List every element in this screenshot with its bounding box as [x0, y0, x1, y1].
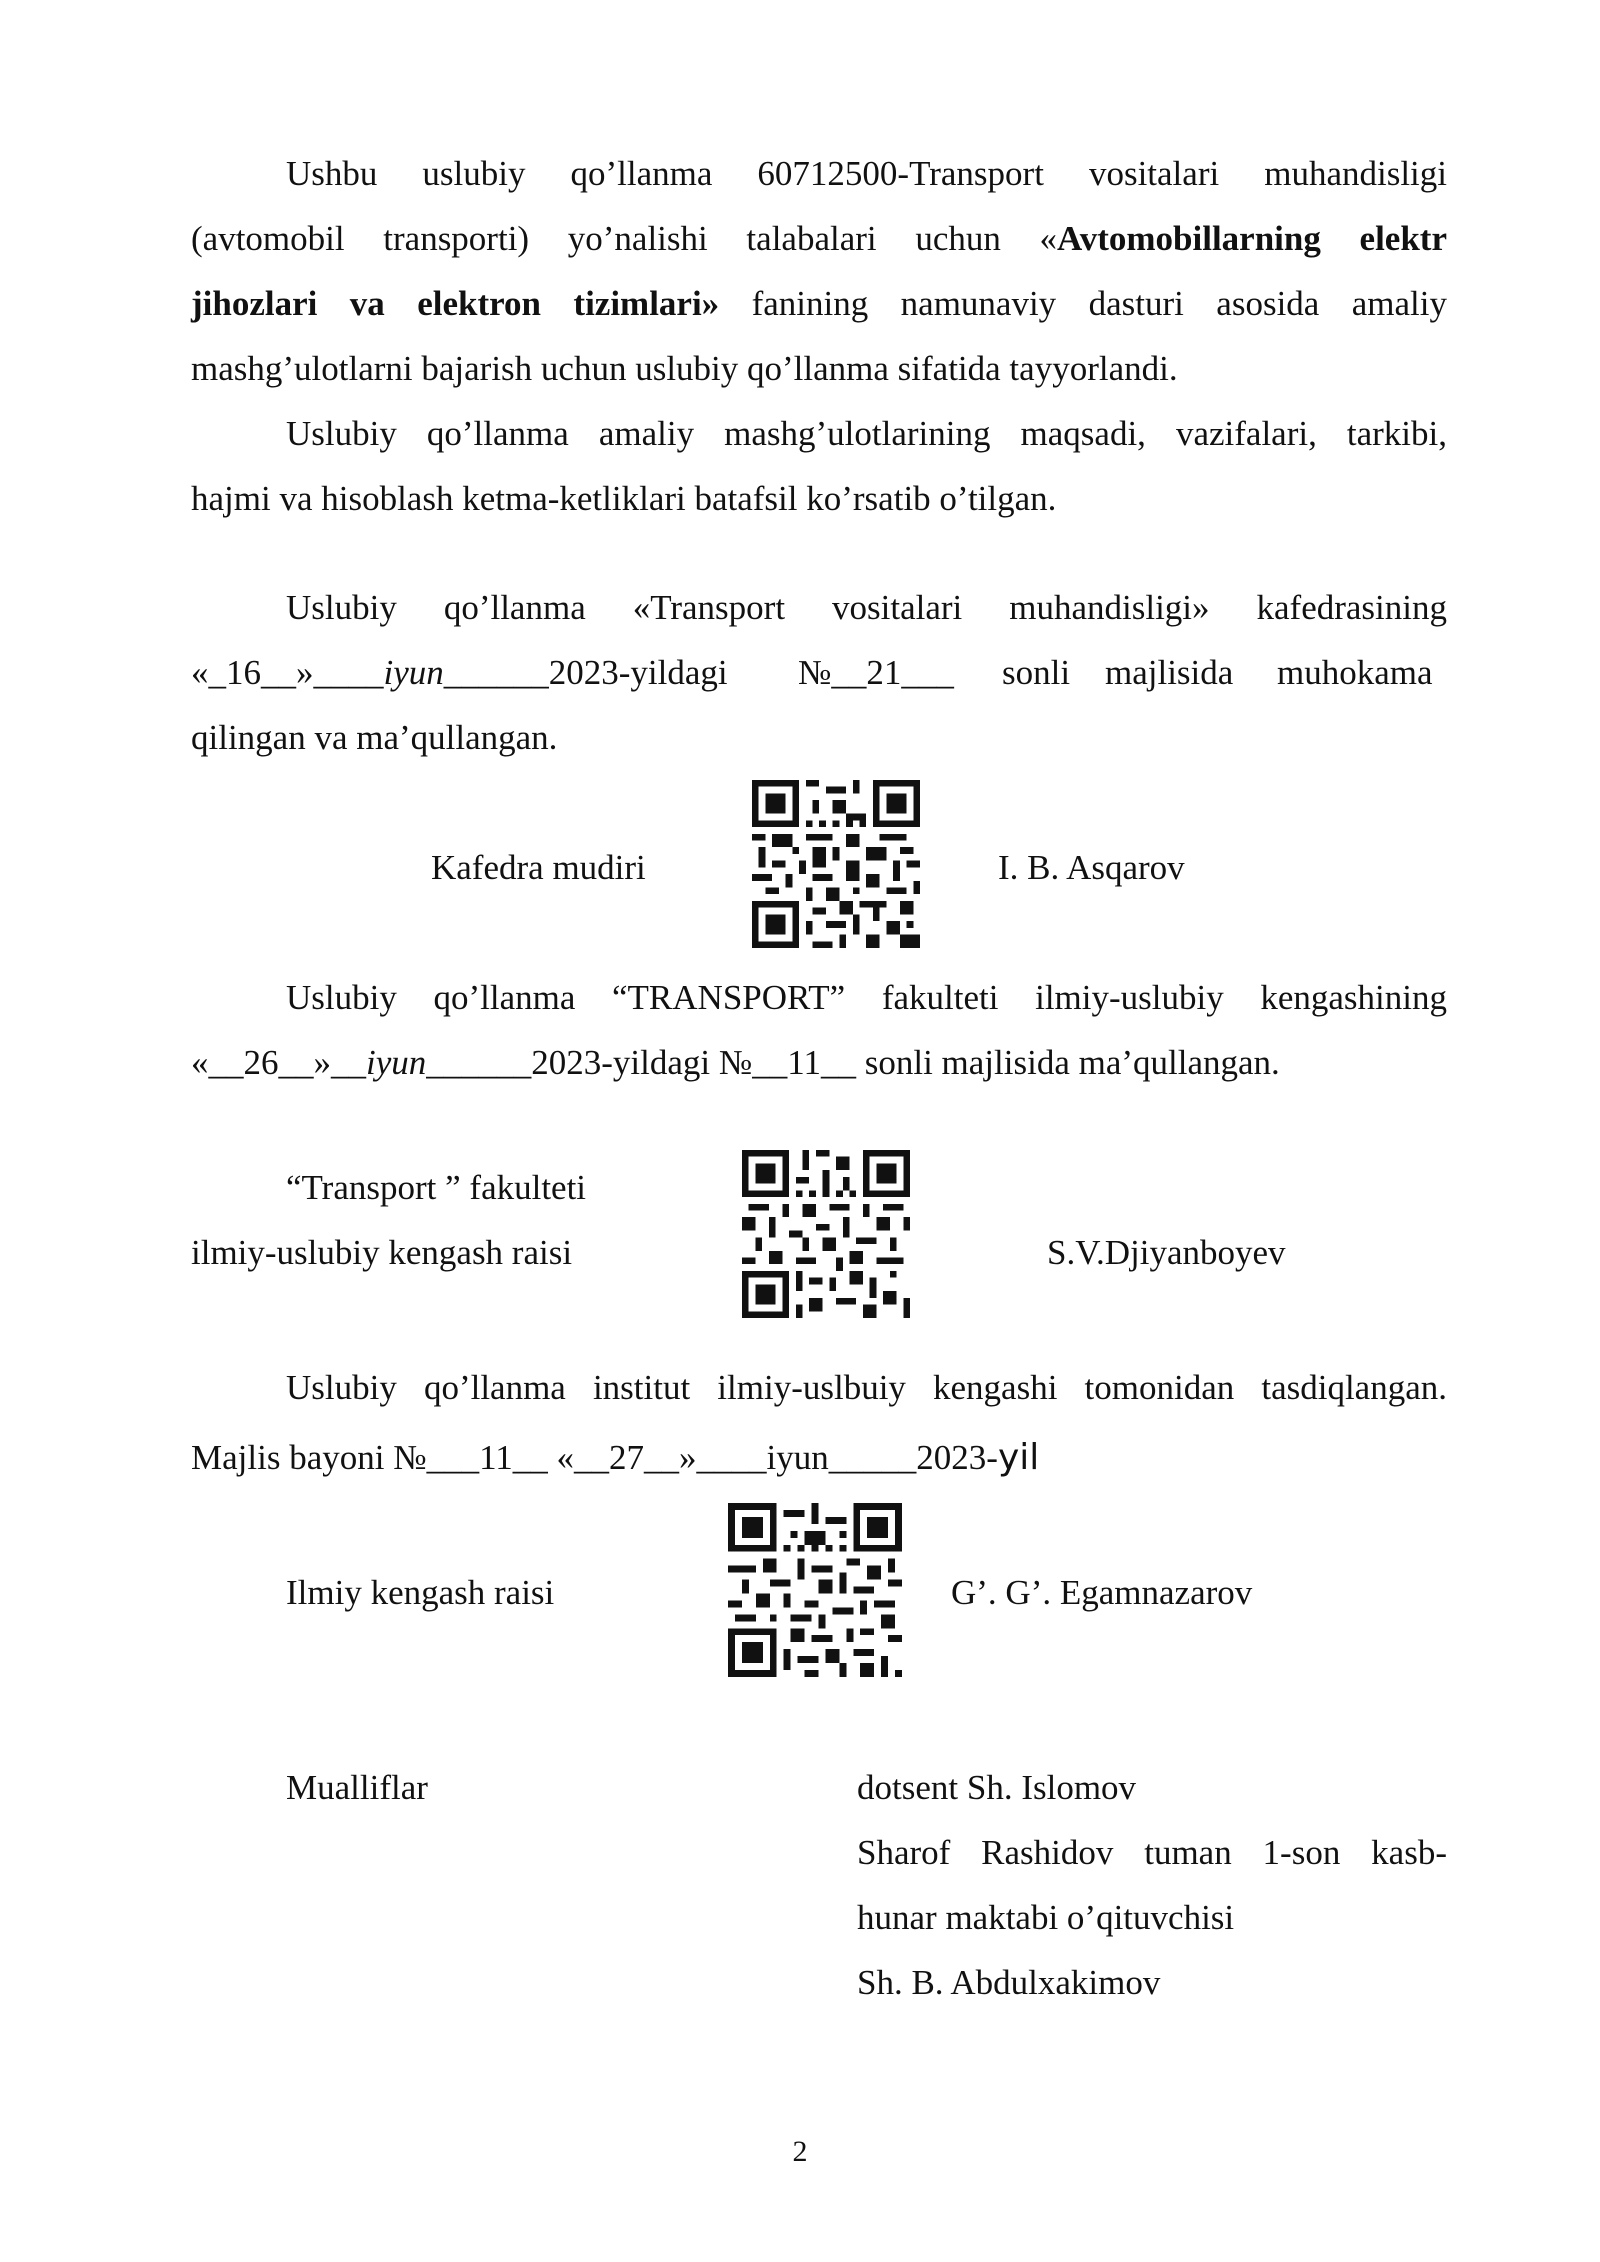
department-word-majlisida: majlisida — [1105, 653, 1234, 692]
department-word-sonli: sonli — [1002, 653, 1071, 692]
intro-line-3: jihozlari va elektron tizimlari» fanining namunaviy dasturi asosida amaliy — [191, 284, 1447, 323]
page-number: 2 — [792, 2135, 808, 2168]
qr-code-institute-signature — [728, 1503, 902, 1677]
department-word-muhokama: muhokama — [1277, 653, 1433, 692]
author-2-line-2: hunar maktabi o’qituvchisi — [857, 1898, 1235, 1937]
department-line-1: Uslubiy qo’llanma «Transport vositalari muhandisligi» kafedrasining — [286, 588, 1447, 627]
faculty-line-1: Uslubiy qo’llanma “TRANSPORT” fakulteti ilmiy-uslubiy kengashining — [286, 978, 1447, 1017]
purpose-line-1: Uslubiy qo’llanma amaliy mashg’ulotlarining maqsadi, vazifalari, tarkibi, — [286, 414, 1447, 453]
faculty-signer-title-2: ilmiy-uslubiy kengash raisi — [191, 1233, 573, 1272]
qr-code-department-signature — [752, 780, 920, 948]
purpose-line-2: hajmi va hisoblash ketma-ketliklari batafsil ko’rsatib o’tilgan. — [191, 479, 1057, 518]
department-line-3: qilingan va ma’qullangan. — [191, 718, 558, 757]
intro-line-2: (avtomobil transporti) yo’nalishi talabalari uchun «Avtomobillarning elektr — [191, 219, 1448, 258]
intro-line-4: mashg’ulotlarni bajarish uchun uslubiy qo’llanma sifatida tayyorlandi. — [191, 349, 1178, 388]
department-line-2-date: «_16__»____iyun______2023-yildagi — [191, 653, 728, 692]
faculty-signer-title-1: “Transport ” fakulteti — [286, 1168, 587, 1207]
department-signer-title: Kafedra mudiri — [431, 848, 646, 887]
faculty-line-2: «__26__»__iyun______2023-yildagi №__11__ sonli majlisida ma’qullangan. — [191, 1043, 1280, 1082]
faculty-signer-name: S.V.Djiyanboyev — [1047, 1233, 1286, 1272]
department-protocol-number: №__21___ — [798, 653, 954, 692]
department-signer-name: I. B. Asqarov — [998, 848, 1185, 887]
course-title-part1: Avtomobillarning elektr — [1057, 219, 1448, 258]
intro-line-1: Ushbu uslubiy qo’llanma 60712500-Transport vositalari muhandisligi — [286, 154, 1447, 193]
institute-signer-name: G’. G’. Egamnazarov — [951, 1573, 1253, 1612]
author-3: Sh. B. Abdulxakimov — [857, 1963, 1161, 2002]
qr-code-faculty-signature — [742, 1150, 910, 1318]
authors-label: Mualliflar — [286, 1768, 428, 1807]
author-1: dotsent Sh. Islomov — [857, 1768, 1137, 1807]
course-title-part2: jihozlari va elektron tizimlari» — [191, 284, 720, 323]
institute-line-2: Majlis bayoni №___11__ «__27__»____iyun_____2023-yil — [191, 1437, 1040, 1478]
institute-signer-title: Ilmiy kengash raisi — [286, 1573, 555, 1612]
institute-line-1: Uslubiy qo’llanma institut ilmiy-uslbuiy kengashi tomonidan tasdiqlangan. — [286, 1368, 1447, 1407]
author-2-line-1: Sharof Rashidov tuman 1-son kasb- — [857, 1833, 1447, 1872]
